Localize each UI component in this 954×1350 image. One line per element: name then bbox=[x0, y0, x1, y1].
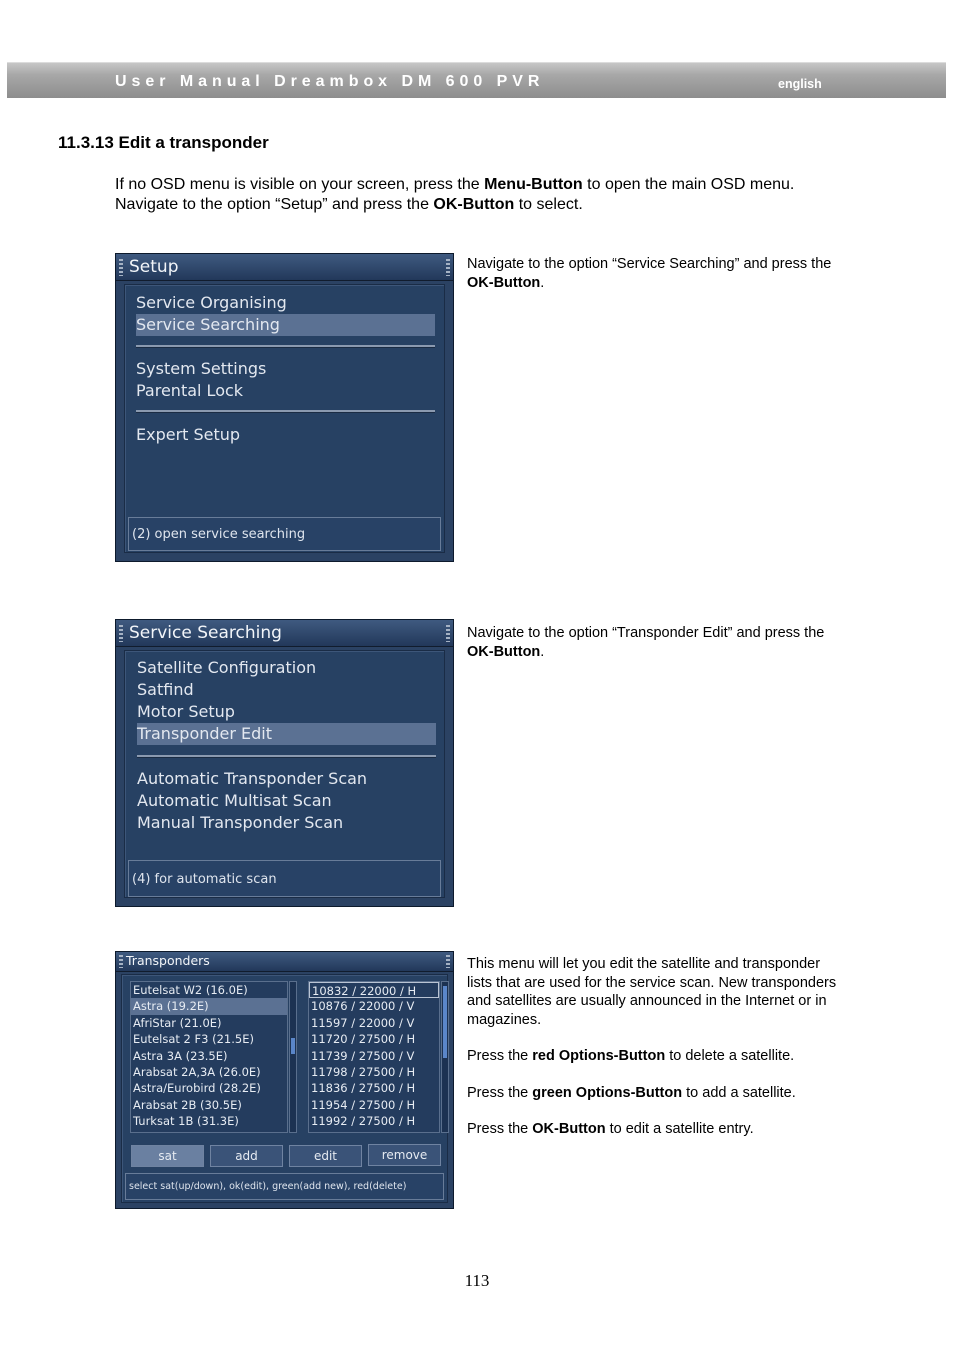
satellite-row[interactable]: Astra (19.2E) bbox=[131, 998, 287, 1014]
setup-screenshot bbox=[115, 253, 454, 562]
bold-text: red Options-Button bbox=[532, 1048, 666, 1064]
osd-menu-panel bbox=[121, 974, 448, 1203]
osd-status-bar: select sat(up/down), ok(edit), green(add new), red(delete) bbox=[125, 1173, 444, 1200]
transponder-row[interactable]: 11739 / 27500 / V bbox=[311, 1048, 415, 1063]
osd-status-bar: (4) for automatic scan bbox=[128, 860, 441, 897]
edit-button[interactable]: edit bbox=[289, 1145, 362, 1167]
text-run: . bbox=[540, 274, 545, 291]
bold-text: OK-Button bbox=[467, 274, 541, 291]
grip-icon bbox=[119, 259, 123, 276]
language-label: english bbox=[778, 77, 822, 91]
page-number: 113 bbox=[464, 1271, 490, 1290]
grip-icon bbox=[119, 625, 123, 642]
text-run: to open the main OSD menu. Navigate to the option “Setup” and press the bbox=[115, 176, 795, 213]
text-run: Navigate to the option “Transponder Edit” and press the bbox=[467, 625, 825, 641]
text-run: Press the bbox=[467, 1084, 533, 1101]
menu-item[interactable]: Motor Setup bbox=[137, 702, 235, 721]
header-bar bbox=[7, 62, 946, 98]
menu-item-selected[interactable]: Transponder Edit bbox=[137, 723, 436, 745]
text-run: This menu will let you edit the satellite and transponder lists that are used for the service scan. New transponders and satellites are usually announced in the Internet or in magazines. bbox=[467, 956, 837, 1028]
osd-title: Transponders bbox=[126, 953, 210, 968]
bold-text: OK-Button bbox=[532, 1121, 606, 1137]
transponder-row[interactable]: 11954 / 27500 / H bbox=[311, 1097, 416, 1112]
satellite-row[interactable]: Arabsat 2B (30.5E) bbox=[133, 1097, 242, 1112]
satellite-row[interactable]: Astra/Eurobird (28.2E) bbox=[133, 1081, 261, 1096]
intro-text bbox=[115, 175, 835, 215]
text-run: . bbox=[540, 643, 545, 660]
satellite-row[interactable]: Turksat 1B (31.3E) bbox=[133, 1114, 239, 1129]
remove-button[interactable]: remove bbox=[368, 1144, 441, 1166]
transponder-row[interactable]: 11720 / 27500 / H bbox=[311, 1032, 416, 1047]
text-run: to add a satellite. bbox=[682, 1084, 796, 1101]
osd-titlebar bbox=[116, 952, 453, 972]
text-run: to select. bbox=[514, 196, 583, 213]
service-searching-screenshot bbox=[115, 619, 454, 907]
transponder-rows bbox=[309, 982, 439, 1130]
osd-titlebar bbox=[116, 254, 453, 281]
description-paragraph bbox=[467, 955, 847, 1029]
satellite-row[interactable]: Eutelsat 2 F3 (21.5E) bbox=[133, 1032, 254, 1047]
osd-menu-panel bbox=[124, 284, 445, 553]
intro-paragraph bbox=[115, 175, 835, 215]
menu-item[interactable]: Expert Setup bbox=[136, 425, 241, 444]
grip-icon bbox=[446, 955, 450, 968]
description-paragraph bbox=[467, 1047, 847, 1066]
transponder-row[interactable]: 11992 / 27500 / H bbox=[311, 1114, 416, 1129]
scroll-thumb[interactable] bbox=[443, 986, 447, 1058]
sat-button[interactable]: sat bbox=[131, 1145, 204, 1167]
bold-text: green Options-Button bbox=[532, 1084, 683, 1101]
section-title: 11.3.13 Edit a transponder bbox=[58, 133, 269, 152]
transponder-row[interactable]: 10832 / 22000 / H bbox=[309, 982, 439, 998]
text-run: to edit a satellite entry. bbox=[605, 1121, 754, 1137]
text-run: Navigate to the option “Service Searching” and press the bbox=[467, 256, 832, 272]
manual-title: User Manual Dreambox DM 600 PVR bbox=[115, 73, 545, 90]
satellite-row[interactable]: Eutelsat W2 (16.0E) bbox=[133, 983, 248, 997]
grip-icon bbox=[446, 625, 450, 642]
satellite-row[interactable]: Astra 3A (23.5E) bbox=[133, 1048, 228, 1063]
description-text bbox=[467, 255, 847, 292]
menu-separator bbox=[136, 410, 435, 413]
scroll-thumb[interactable] bbox=[291, 1038, 295, 1054]
text-run: If no OSD menu is visible on your screen, press the bbox=[115, 176, 485, 193]
satellite-list bbox=[130, 981, 288, 1133]
menu-item[interactable]: Service Organising bbox=[136, 293, 287, 312]
transponder-row[interactable]: 11836 / 27500 / H bbox=[311, 1081, 416, 1096]
satellite-row[interactable]: Arabsat 2A,3A (26.0E) bbox=[133, 1064, 261, 1079]
menu-item-selected[interactable]: Service Searching bbox=[136, 314, 435, 336]
menu-item[interactable]: Satfind bbox=[137, 680, 194, 699]
menu-item[interactable]: Automatic Multisat Scan bbox=[137, 791, 332, 810]
menu-item[interactable]: Automatic Transponder Scan bbox=[137, 769, 368, 788]
setup-description bbox=[467, 255, 847, 310]
bold-text: Menu-Button bbox=[484, 176, 583, 193]
menu-separator bbox=[136, 345, 435, 348]
text-run: to delete a satellite. bbox=[665, 1048, 795, 1064]
text-run: Press the bbox=[467, 1121, 533, 1137]
menu-item[interactable]: Satellite Configuration bbox=[137, 658, 317, 677]
satellite-row[interactable]: AfriStar (21.0E) bbox=[133, 1015, 222, 1030]
grip-icon bbox=[446, 259, 450, 276]
transponder-row[interactable]: 10876 / 22000 / V bbox=[311, 999, 415, 1014]
transponder-list bbox=[308, 981, 440, 1133]
transponders-screenshot bbox=[115, 951, 454, 1209]
osd-status-bar: (2) open service searching bbox=[128, 517, 441, 551]
transponder-scrollbar[interactable] bbox=[441, 981, 449, 1133]
grip-icon bbox=[119, 955, 123, 968]
transponder-row[interactable]: 11798 / 27500 / H bbox=[311, 1064, 416, 1079]
description-paragraph bbox=[467, 1084, 847, 1103]
bold-text: OK-Button bbox=[433, 196, 515, 213]
description-text bbox=[467, 624, 847, 661]
transponders-description bbox=[467, 955, 847, 1157]
add-button[interactable]: add bbox=[210, 1145, 283, 1167]
osd-menu-panel bbox=[124, 650, 445, 898]
transponder-row[interactable]: 11597 / 22000 / V bbox=[311, 1015, 415, 1030]
menu-separator bbox=[137, 755, 436, 758]
menu-item[interactable]: Manual Transponder Scan bbox=[137, 813, 344, 832]
osd-title: Service Searching bbox=[129, 623, 282, 643]
bold-text: OK-Button bbox=[467, 643, 541, 660]
menu-item[interactable]: System Settings bbox=[136, 359, 267, 378]
menu-item[interactable]: Parental Lock bbox=[136, 381, 244, 400]
satellite-scrollbar[interactable] bbox=[289, 981, 297, 1133]
osd-titlebar bbox=[116, 620, 453, 647]
satellite-rows bbox=[131, 982, 287, 1130]
service-searching-description bbox=[467, 624, 847, 679]
osd-title: Setup bbox=[129, 257, 179, 277]
text-run: Press the bbox=[467, 1048, 533, 1064]
description-paragraph bbox=[467, 1120, 847, 1139]
